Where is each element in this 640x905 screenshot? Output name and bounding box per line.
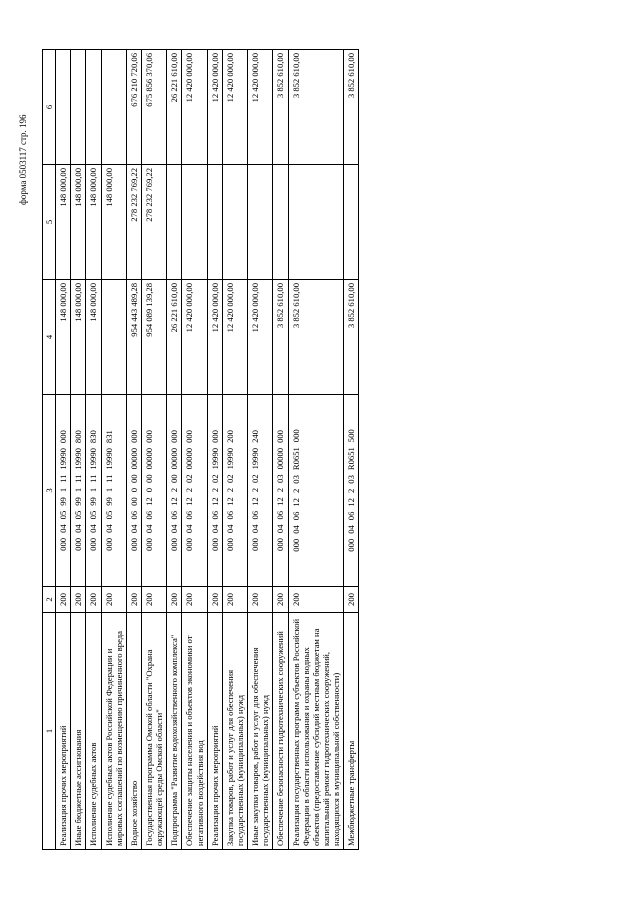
row-value-4: 148 000,00: [71, 280, 86, 395]
row-classification-code: [207, 395, 222, 587]
code-segment: 831: [103, 430, 114, 444]
code-segment: 11: [103, 474, 114, 483]
code-segment: 00: [128, 474, 139, 483]
code-segment: 05: [88, 510, 99, 520]
code-segment: 04: [250, 524, 261, 534]
code-segment: 06: [169, 510, 180, 520]
row-value-5: 148 000,00: [101, 165, 126, 280]
code-segment: 000: [224, 538, 235, 551]
row-line-code: 200: [207, 587, 222, 613]
code-segment: 12: [290, 498, 301, 507]
row-value-6: 12 420 000,00: [222, 50, 247, 165]
code-segment: 02: [250, 474, 261, 483]
row-value-6: [71, 50, 86, 165]
row-value-4: 3 852 610,00: [288, 280, 344, 395]
code-segment: 19990: [250, 447, 261, 470]
code-segment: 02: [209, 474, 220, 483]
code-segment: 1: [73, 487, 84, 493]
code-segment: 00000: [169, 447, 180, 470]
code-segment: 03: [346, 475, 357, 484]
row-value-4: 12 420 000,00: [222, 280, 247, 395]
row-value-4: 954 089 139,28: [141, 280, 166, 395]
row-value-5: 148 000,00: [56, 165, 71, 280]
code-segment: 12: [224, 497, 235, 506]
row-name: Межбюджетные трансферты: [344, 613, 359, 850]
row-name: Реализация прочих мероприятий: [207, 613, 222, 850]
row-classification-code: [56, 395, 71, 587]
table-row: [167, 50, 182, 850]
row-line-code: 200: [141, 587, 166, 613]
code-segment: 000: [128, 430, 139, 443]
row-line-code: 200: [86, 587, 101, 613]
code-segment: 000: [209, 430, 220, 443]
code-segment: 19990: [224, 447, 235, 470]
row-value-5: [167, 165, 182, 280]
code-segment: 12: [143, 497, 154, 506]
row-value-6: [56, 50, 71, 165]
row-value-5: [288, 165, 344, 280]
row-value-4: 12 420 000,00: [182, 280, 207, 395]
code-segment: 000: [290, 538, 301, 552]
code-segment: 04: [184, 524, 195, 534]
code-segment: 99: [88, 497, 99, 506]
code-segment: 000: [346, 538, 357, 552]
code-segment: 200: [224, 430, 235, 443]
budget-table: [42, 49, 359, 850]
table-row: [273, 50, 288, 850]
code-segment: 05: [58, 510, 69, 520]
code-segment: 04: [58, 524, 69, 533]
code-segment: 04: [143, 524, 154, 534]
code-segment: 19990: [103, 448, 114, 470]
row-line-code: 200: [273, 587, 288, 613]
row-line-code: 200: [71, 587, 86, 613]
code-segment: 04: [346, 525, 357, 534]
row-value-5: [207, 165, 222, 280]
row-name: Иные закупки товаров, работ и услуг для обеспечения государственных (муниципальных) нужд: [248, 613, 273, 850]
code-segment: 04: [103, 524, 114, 533]
row-name: Реализация государственных программ субъектов Российской Федерации в области использования и охраны водных объектов (предоставление субсидий местным бюджетам на капитальный ремонт гидротехнических сооружений, находящихся в муниципальной собственности): [288, 613, 344, 850]
column-header: 4: [43, 280, 56, 395]
row-name: Исполнение судебных актов Российской Федерации и мировых соглашений по возмещению причиненного вреда: [101, 613, 126, 850]
code-segment: 1: [103, 487, 114, 493]
row-name: Реализация прочих мероприятий: [56, 613, 71, 850]
code-segment: 00: [128, 497, 139, 506]
code-segment: 1: [88, 487, 99, 493]
code-segment: 2: [250, 488, 261, 493]
code-segment: 12: [346, 498, 357, 507]
code-segment: 0: [143, 488, 154, 493]
code-segment: 04: [73, 524, 84, 533]
column-header: 3: [43, 395, 56, 587]
code-segment: R0651: [290, 447, 301, 471]
row-line-code: 200: [288, 587, 344, 613]
row-classification-code: [344, 395, 359, 587]
code-segment: 800: [73, 430, 84, 444]
code-segment: 000: [143, 538, 154, 551]
row-value-5: [248, 165, 273, 280]
code-segment: 000: [73, 537, 84, 551]
code-segment: 99: [58, 497, 69, 506]
row-name: Водное хозяйство: [126, 613, 141, 850]
row-value-4: 12 420 000,00: [248, 280, 273, 395]
row-value-5: 148 000,00: [71, 165, 86, 280]
row-value-6: 3 852 610,00: [273, 50, 288, 165]
row-classification-code: [101, 395, 126, 587]
code-segment: 19990: [73, 448, 84, 470]
code-segment: 00000: [143, 447, 154, 470]
code-segment: 11: [58, 474, 69, 483]
row-classification-code: [167, 395, 182, 587]
code-segment: R0651: [346, 447, 357, 471]
row-classification-code: [141, 395, 166, 587]
row-value-6: 12 420 000,00: [248, 50, 273, 165]
code-segment: 00000: [184, 447, 195, 470]
row-name: Подпрограмма "Развитие водохозяйственного комплекса": [167, 613, 182, 850]
code-segment: 19990: [58, 448, 69, 470]
code-segment: 12: [169, 497, 180, 506]
code-segment: 240: [250, 430, 261, 443]
column-header: 6: [43, 50, 56, 165]
code-segment: 000: [58, 537, 69, 551]
code-segment: 05: [73, 510, 84, 520]
code-segment: 000: [275, 538, 286, 551]
row-value-6: 676 210 720,06: [126, 50, 141, 165]
code-segment: 00000: [128, 447, 139, 470]
row-line-code: 200: [222, 587, 247, 613]
row-value-5: 148 000,00: [86, 165, 101, 280]
code-segment: 04: [275, 524, 286, 534]
code-segment: 06: [250, 510, 261, 520]
row-line-code: 200: [182, 587, 207, 613]
code-segment: 2: [275, 488, 286, 493]
row-value-4: 12 420 000,00: [207, 280, 222, 395]
row-name: Закупка товаров, работ и услуг для обеспечения государственных (муниципальных) нужд: [222, 613, 247, 850]
table-row: [56, 50, 71, 850]
table-row: [86, 50, 101, 850]
code-segment: 000: [103, 537, 114, 551]
code-segment: 06: [224, 510, 235, 520]
form-number: форма 0503117 стр. 196: [18, 114, 28, 205]
code-segment: 000: [184, 538, 195, 551]
row-line-code: 200: [344, 587, 359, 613]
header-row: [43, 50, 56, 850]
code-segment: 04: [224, 524, 235, 534]
code-segment: 04: [88, 524, 99, 533]
row-classification-code: [182, 395, 207, 587]
code-segment: 03: [275, 474, 286, 483]
row-value-6: 3 852 610,00: [344, 50, 359, 165]
table-row: [288, 50, 344, 850]
code-segment: 000: [169, 538, 180, 551]
row-value-5: 278 232 769,22: [141, 165, 166, 280]
table-row: [248, 50, 273, 850]
row-classification-code: [288, 395, 344, 587]
code-segment: 2: [290, 488, 301, 494]
row-value-4: 3 852 610,00: [273, 280, 288, 395]
code-segment: 000: [250, 538, 261, 551]
row-value-4: 3 852 610,00: [344, 280, 359, 395]
code-segment: 12: [184, 497, 195, 506]
code-segment: 04: [128, 524, 139, 534]
row-value-6: [101, 50, 126, 165]
row-value-6: 12 420 000,00: [182, 50, 207, 165]
row-value-5: [182, 165, 207, 280]
row-classification-code: [126, 395, 141, 587]
code-segment: 0: [128, 488, 139, 493]
table-row: [222, 50, 247, 850]
code-segment: 00000: [275, 447, 286, 470]
row-line-code: 200: [248, 587, 273, 613]
code-segment: 000: [275, 430, 286, 443]
code-segment: 12: [209, 497, 220, 506]
column-header: 2: [43, 587, 56, 613]
code-segment: 000: [58, 430, 69, 444]
table-row: [141, 50, 166, 850]
code-segment: 00: [143, 474, 154, 483]
row-name: Обеспечение безопасности гидротехнических сооружений: [273, 613, 288, 850]
code-segment: 19990: [88, 448, 99, 470]
row-value-6: 675 856 370,06: [141, 50, 166, 165]
code-segment: 2: [169, 488, 180, 493]
table-row: [207, 50, 222, 850]
row-value-6: [86, 50, 101, 165]
code-segment: 19990: [209, 447, 220, 470]
code-segment: 06: [275, 510, 286, 520]
row-classification-code: [273, 395, 288, 587]
row-classification-code: [248, 395, 273, 587]
row-value-4: 954 443 489,28: [126, 280, 141, 395]
row-value-5: [273, 165, 288, 280]
code-segment: 04: [290, 525, 301, 534]
row-value-4: [101, 280, 126, 395]
code-segment: 000: [290, 429, 301, 443]
code-segment: 000: [88, 537, 99, 551]
code-segment: 1: [58, 487, 69, 493]
row-name: Исполнение судебных актов: [86, 613, 101, 850]
row-value-6: 26 221 610,00: [167, 50, 182, 165]
code-segment: 02: [224, 474, 235, 483]
code-segment: 99: [103, 497, 114, 506]
code-segment: 2: [184, 488, 195, 493]
column-header: 1: [43, 613, 56, 850]
code-segment: 500: [346, 429, 357, 443]
row-value-5: [344, 165, 359, 280]
column-header: 5: [43, 165, 56, 280]
row-line-code: 200: [56, 587, 71, 613]
row-value-4: 26 221 610,00: [167, 280, 182, 395]
code-segment: 06: [184, 510, 195, 520]
code-segment: 2: [346, 488, 357, 494]
code-segment: 00: [169, 474, 180, 483]
row-line-code: 200: [167, 587, 182, 613]
row-value-4: 148 000,00: [86, 280, 101, 395]
code-segment: 03: [290, 475, 301, 484]
code-segment: 000: [169, 430, 180, 443]
row-line-code: 200: [101, 587, 126, 613]
code-segment: 99: [73, 497, 84, 506]
code-segment: 2: [209, 488, 220, 493]
code-segment: 06: [346, 511, 357, 521]
code-segment: 830: [88, 430, 99, 444]
code-segment: 000: [128, 538, 139, 551]
row-value-6: 3 852 610,00: [288, 50, 344, 165]
row-value-5: 278 232 769,22: [126, 165, 141, 280]
code-segment: 06: [143, 510, 154, 520]
row-value-6: 12 420 000,00: [207, 50, 222, 165]
code-segment: 000: [143, 430, 154, 443]
code-segment: 04: [169, 524, 180, 534]
code-segment: 11: [88, 474, 99, 483]
code-segment: 06: [290, 511, 301, 521]
row-name: Обеспечение защиты населения и объектов экономики от негативного воздействия вод: [182, 613, 207, 850]
row-name: Иные бюджетные ассигнования: [71, 613, 86, 850]
row-value-4: 148 000,00: [56, 280, 71, 395]
code-segment: 11: [73, 474, 84, 483]
code-segment: 06: [209, 510, 220, 520]
row-classification-code: [86, 395, 101, 587]
code-segment: 000: [209, 538, 220, 551]
table-row: [126, 50, 141, 850]
code-segment: 12: [250, 497, 261, 506]
code-segment: 06: [128, 510, 139, 520]
code-segment: 05: [103, 510, 114, 520]
row-classification-code: [222, 395, 247, 587]
row-classification-code: [71, 395, 86, 587]
row-name: Государственная программа Омской области "Охрана окружающей среды Омской области": [141, 613, 166, 850]
code-segment: 02: [184, 474, 195, 483]
code-segment: 04: [209, 524, 220, 534]
code-segment: 000: [184, 430, 195, 443]
code-segment: 2: [224, 488, 235, 493]
row-value-5: [222, 165, 247, 280]
code-segment: 12: [275, 497, 286, 506]
table-row: [182, 50, 207, 850]
table-row: [71, 50, 86, 850]
table-row: [101, 50, 126, 850]
row-line-code: 200: [126, 587, 141, 613]
table-row: [344, 50, 359, 850]
